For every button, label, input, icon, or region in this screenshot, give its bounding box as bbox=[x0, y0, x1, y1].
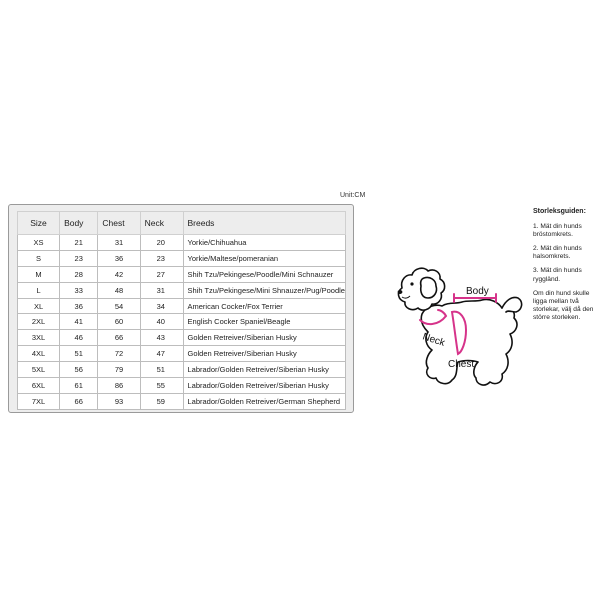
dog-nose bbox=[398, 290, 403, 294]
cell-size: XS bbox=[18, 235, 60, 251]
cell-body: 66 bbox=[60, 393, 98, 409]
cell-size: M bbox=[18, 266, 60, 282]
cell-chest: 48 bbox=[98, 282, 140, 298]
cell-chest: 36 bbox=[98, 250, 140, 266]
table-row bbox=[18, 330, 346, 346]
cell-neck: 59 bbox=[140, 393, 183, 409]
cell-breeds: Labrador/Golden Retreiver/Siberian Husky bbox=[183, 378, 346, 394]
cell-body: 61 bbox=[60, 378, 98, 394]
cell-body: 28 bbox=[60, 266, 98, 282]
cell-body: 33 bbox=[60, 282, 98, 298]
cell-breeds: Shih Tzu/Pekingese/Mini Shnauzer/Pug/Poodle bbox=[183, 282, 346, 298]
table-row bbox=[18, 362, 346, 378]
size-guide-note: Om din hund skulle ligga mellan två storlekar, välj då den större storleken. bbox=[533, 289, 594, 321]
size-guide-title: Storleksguiden: bbox=[533, 208, 586, 215]
cell-chest: 66 bbox=[98, 330, 140, 346]
cell-body: 36 bbox=[60, 298, 98, 314]
size-chart-table bbox=[17, 211, 346, 410]
cell-chest: 72 bbox=[98, 346, 140, 362]
table-row bbox=[18, 393, 346, 409]
cell-neck: 47 bbox=[140, 346, 183, 362]
neck-label: Neck bbox=[421, 331, 447, 349]
cell-breeds: Yorkie/Maltese/pomeranian bbox=[183, 250, 346, 266]
table-row bbox=[18, 250, 346, 266]
cell-neck: 23 bbox=[140, 250, 183, 266]
unit-label: Unit:CM bbox=[340, 192, 366, 199]
cell-body: 21 bbox=[60, 235, 98, 251]
cell-size: L bbox=[18, 282, 60, 298]
cell-breeds: Shih Tzu/Pekingese/Poodle/Mini Schnauzer bbox=[183, 266, 346, 282]
chest-label: Chest bbox=[448, 359, 475, 370]
table-row bbox=[18, 346, 346, 362]
table-row bbox=[18, 282, 346, 298]
header-chest: Chest bbox=[98, 212, 140, 235]
size-guide-step-3: 3. Mät din hunds ryggländ. bbox=[533, 267, 582, 283]
cell-breeds: American Cocker/Fox Terrier bbox=[183, 298, 346, 314]
cell-neck: 51 bbox=[140, 362, 183, 378]
cell-neck: 55 bbox=[140, 378, 183, 394]
cell-size: 4XL bbox=[18, 346, 60, 362]
header-neck: Neck bbox=[140, 212, 183, 235]
cell-size: 2XL bbox=[18, 314, 60, 330]
cell-body: 23 bbox=[60, 250, 98, 266]
cell-breeds: Golden Retreiver/Siberian Husky bbox=[183, 346, 346, 362]
cell-neck: 40 bbox=[140, 314, 183, 330]
table-row bbox=[18, 298, 346, 314]
cell-breeds: Labrador/Golden Retreiver/Siberian Husky bbox=[183, 362, 346, 378]
header-body: Body bbox=[60, 212, 98, 235]
table-body bbox=[18, 235, 346, 410]
table-row bbox=[18, 378, 346, 394]
cell-neck: 20 bbox=[140, 235, 183, 251]
table-row bbox=[18, 314, 346, 330]
cell-size: S bbox=[18, 250, 60, 266]
cell-chest: 79 bbox=[98, 362, 140, 378]
table-row bbox=[18, 235, 346, 251]
size-chart-panel bbox=[8, 204, 354, 413]
cell-chest: 42 bbox=[98, 266, 140, 282]
cell-body: 51 bbox=[60, 346, 98, 362]
cell-chest: 86 bbox=[98, 378, 140, 394]
size-guide bbox=[533, 208, 600, 328]
cell-neck: 27 bbox=[140, 266, 183, 282]
size-guide-step-1: 1. Mät din hunds bröstomkrets. bbox=[533, 223, 582, 239]
cell-size: 6XL bbox=[18, 378, 60, 394]
table-header-row bbox=[18, 212, 346, 235]
dog-eye bbox=[410, 282, 413, 285]
cell-neck: 34 bbox=[140, 298, 183, 314]
cell-size: 3XL bbox=[18, 330, 60, 346]
table-row bbox=[18, 266, 346, 282]
cell-neck: 43 bbox=[140, 330, 183, 346]
cell-body: 41 bbox=[60, 314, 98, 330]
cell-body: 56 bbox=[60, 362, 98, 378]
dog-ear-shape bbox=[421, 277, 437, 298]
cell-chest: 93 bbox=[98, 393, 140, 409]
cell-size: 5XL bbox=[18, 362, 60, 378]
cell-size: 7XL bbox=[18, 393, 60, 409]
cell-breeds: Yorkie/Chihuahua bbox=[183, 235, 346, 251]
cell-body: 46 bbox=[60, 330, 98, 346]
cell-chest: 54 bbox=[98, 298, 140, 314]
dog-tail-shape bbox=[502, 297, 522, 312]
cell-breeds: Golden Retreiver/Siberian Husky bbox=[183, 330, 346, 346]
body-label: Body bbox=[466, 286, 489, 297]
cell-chest: 31 bbox=[98, 235, 140, 251]
header-size: Size bbox=[18, 212, 60, 235]
cell-breeds: English Cocker Spaniel/Beagle bbox=[183, 314, 346, 330]
cell-breeds: Labrador/Golden Retreiver/German Shepherd bbox=[183, 393, 346, 409]
cell-neck: 31 bbox=[140, 282, 183, 298]
size-guide-step-2: 2. Mät din hunds halsomkrets. bbox=[533, 245, 582, 261]
header-breeds: Breeds bbox=[183, 212, 346, 235]
cell-size: XL bbox=[18, 298, 60, 314]
cell-chest: 60 bbox=[98, 314, 140, 330]
dog-measurement-diagram bbox=[386, 262, 526, 392]
